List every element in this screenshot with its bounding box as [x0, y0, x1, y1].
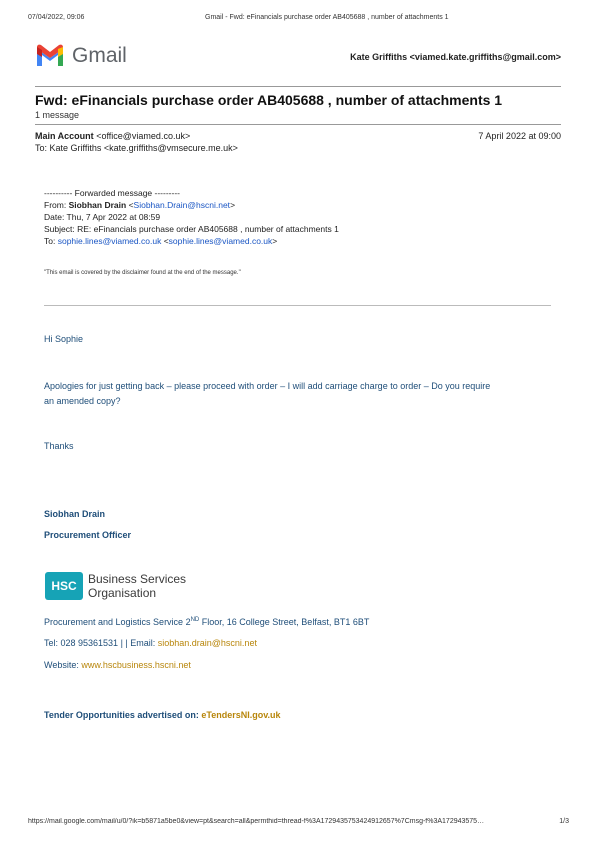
forward-separator: ---------- Forwarded message --------- — [44, 188, 180, 198]
subject-divider — [35, 124, 561, 125]
signature-name: Siobhan Drain — [44, 509, 106, 519]
thread-subject: Fwd: eFinancials purchase order AB405688 , number of attachments 1 — [35, 92, 503, 108]
header-divider — [35, 86, 561, 87]
body-divider — [44, 305, 551, 306]
gmail-m-icon — [35, 44, 65, 68]
hsc-logo-text: Business Services Organisation — [88, 572, 187, 600]
print-datetime: 07/04/2022, 09:06 — [28, 14, 85, 21]
print-page-number: 1/3 — [559, 818, 569, 825]
print-title: Gmail - Fwd: eFinancials purchase order AB405688 , number of attachments 1 — [205, 14, 449, 21]
signature-title: Procurement Officer — [44, 530, 132, 540]
tender-link[interactable]: eTendersNI.gov.uk — [201, 710, 281, 720]
forwarded-header — [44, 187, 339, 247]
forward-to-email-link-2[interactable]: sophie.lines@viamed.co.uk — [168, 236, 273, 246]
signature-contact: Tel: 028 95361531 | | Email: siobhan.drain@hscni.net — [44, 638, 257, 648]
account-label: Kate Griffiths <viamed.kate.griffiths@gmail.com> — [350, 52, 561, 62]
forward-to: To: sophie.lines@viamed.co.uk <sophie.lines@viamed.co.uk> — [44, 236, 278, 246]
forward-from-name: Siobhan Drain — [68, 200, 127, 210]
tender-line: Tender Opportunities advertised on: eTendersNI.gov.uk — [44, 710, 281, 720]
print-footer-url: https://mail.google.com/mail/u/0/?ik=b5871a5be0&view=pt&search=all&permthid=thread-f%3A1729435753424912657%7Cmsg-f%3A172943575… — [28, 818, 485, 825]
sender-email: <office@viamed.co.uk> — [96, 131, 191, 141]
signature-website: Website: www.hscbusiness.hscni.net — [44, 660, 191, 670]
gmail-wordmark: Gmail — [72, 44, 127, 67]
thanks: Thanks — [44, 441, 74, 451]
greeting: Hi Sophie — [44, 334, 84, 344]
website-link[interactable]: www.hscbusiness.hscni.net — [81, 660, 191, 670]
hsc-logo: HSC — [45, 572, 83, 600]
disclaimer-note: "This email is covered by the disclaimer found at the end of the message." — [44, 270, 241, 276]
message-date: 7 April 2022 at 09:00 — [478, 131, 561, 141]
forward-date: Date: Thu, 7 Apr 2022 at 08:59 — [44, 212, 161, 222]
body-line-2: an amended copy? — [44, 396, 121, 406]
forward-to-email-link[interactable]: sophie.lines@viamed.co.uk — [57, 236, 162, 246]
message-to: To: Kate Griffiths <kate.griffiths@vmsecure.me.uk> — [35, 143, 238, 153]
signature-address: Procurement and Logistics Service 2ND Floor, 16 College Street, Belfast, BT1 6BT — [44, 617, 370, 627]
sender-name: Main Account — [35, 131, 94, 141]
signature-email-link[interactable]: siobhan.drain@hscni.net — [157, 638, 257, 648]
forward-from-email-link[interactable]: Siobhan.Drain@hscni.net — [133, 200, 231, 210]
forward-subject: Subject: RE: eFinancials purchase order AB405688 , number of attachments 1 — [44, 224, 339, 234]
message-from — [35, 131, 190, 141]
forward-from: From: Siobhan Drain <Siobhan.Drain@hscni.net> — [44, 200, 236, 210]
body-line-1: Apologies for just getting back – please proceed with order – I will add carriage charge to order – Do you require — [44, 381, 491, 391]
message-count: 1 message — [35, 110, 80, 120]
